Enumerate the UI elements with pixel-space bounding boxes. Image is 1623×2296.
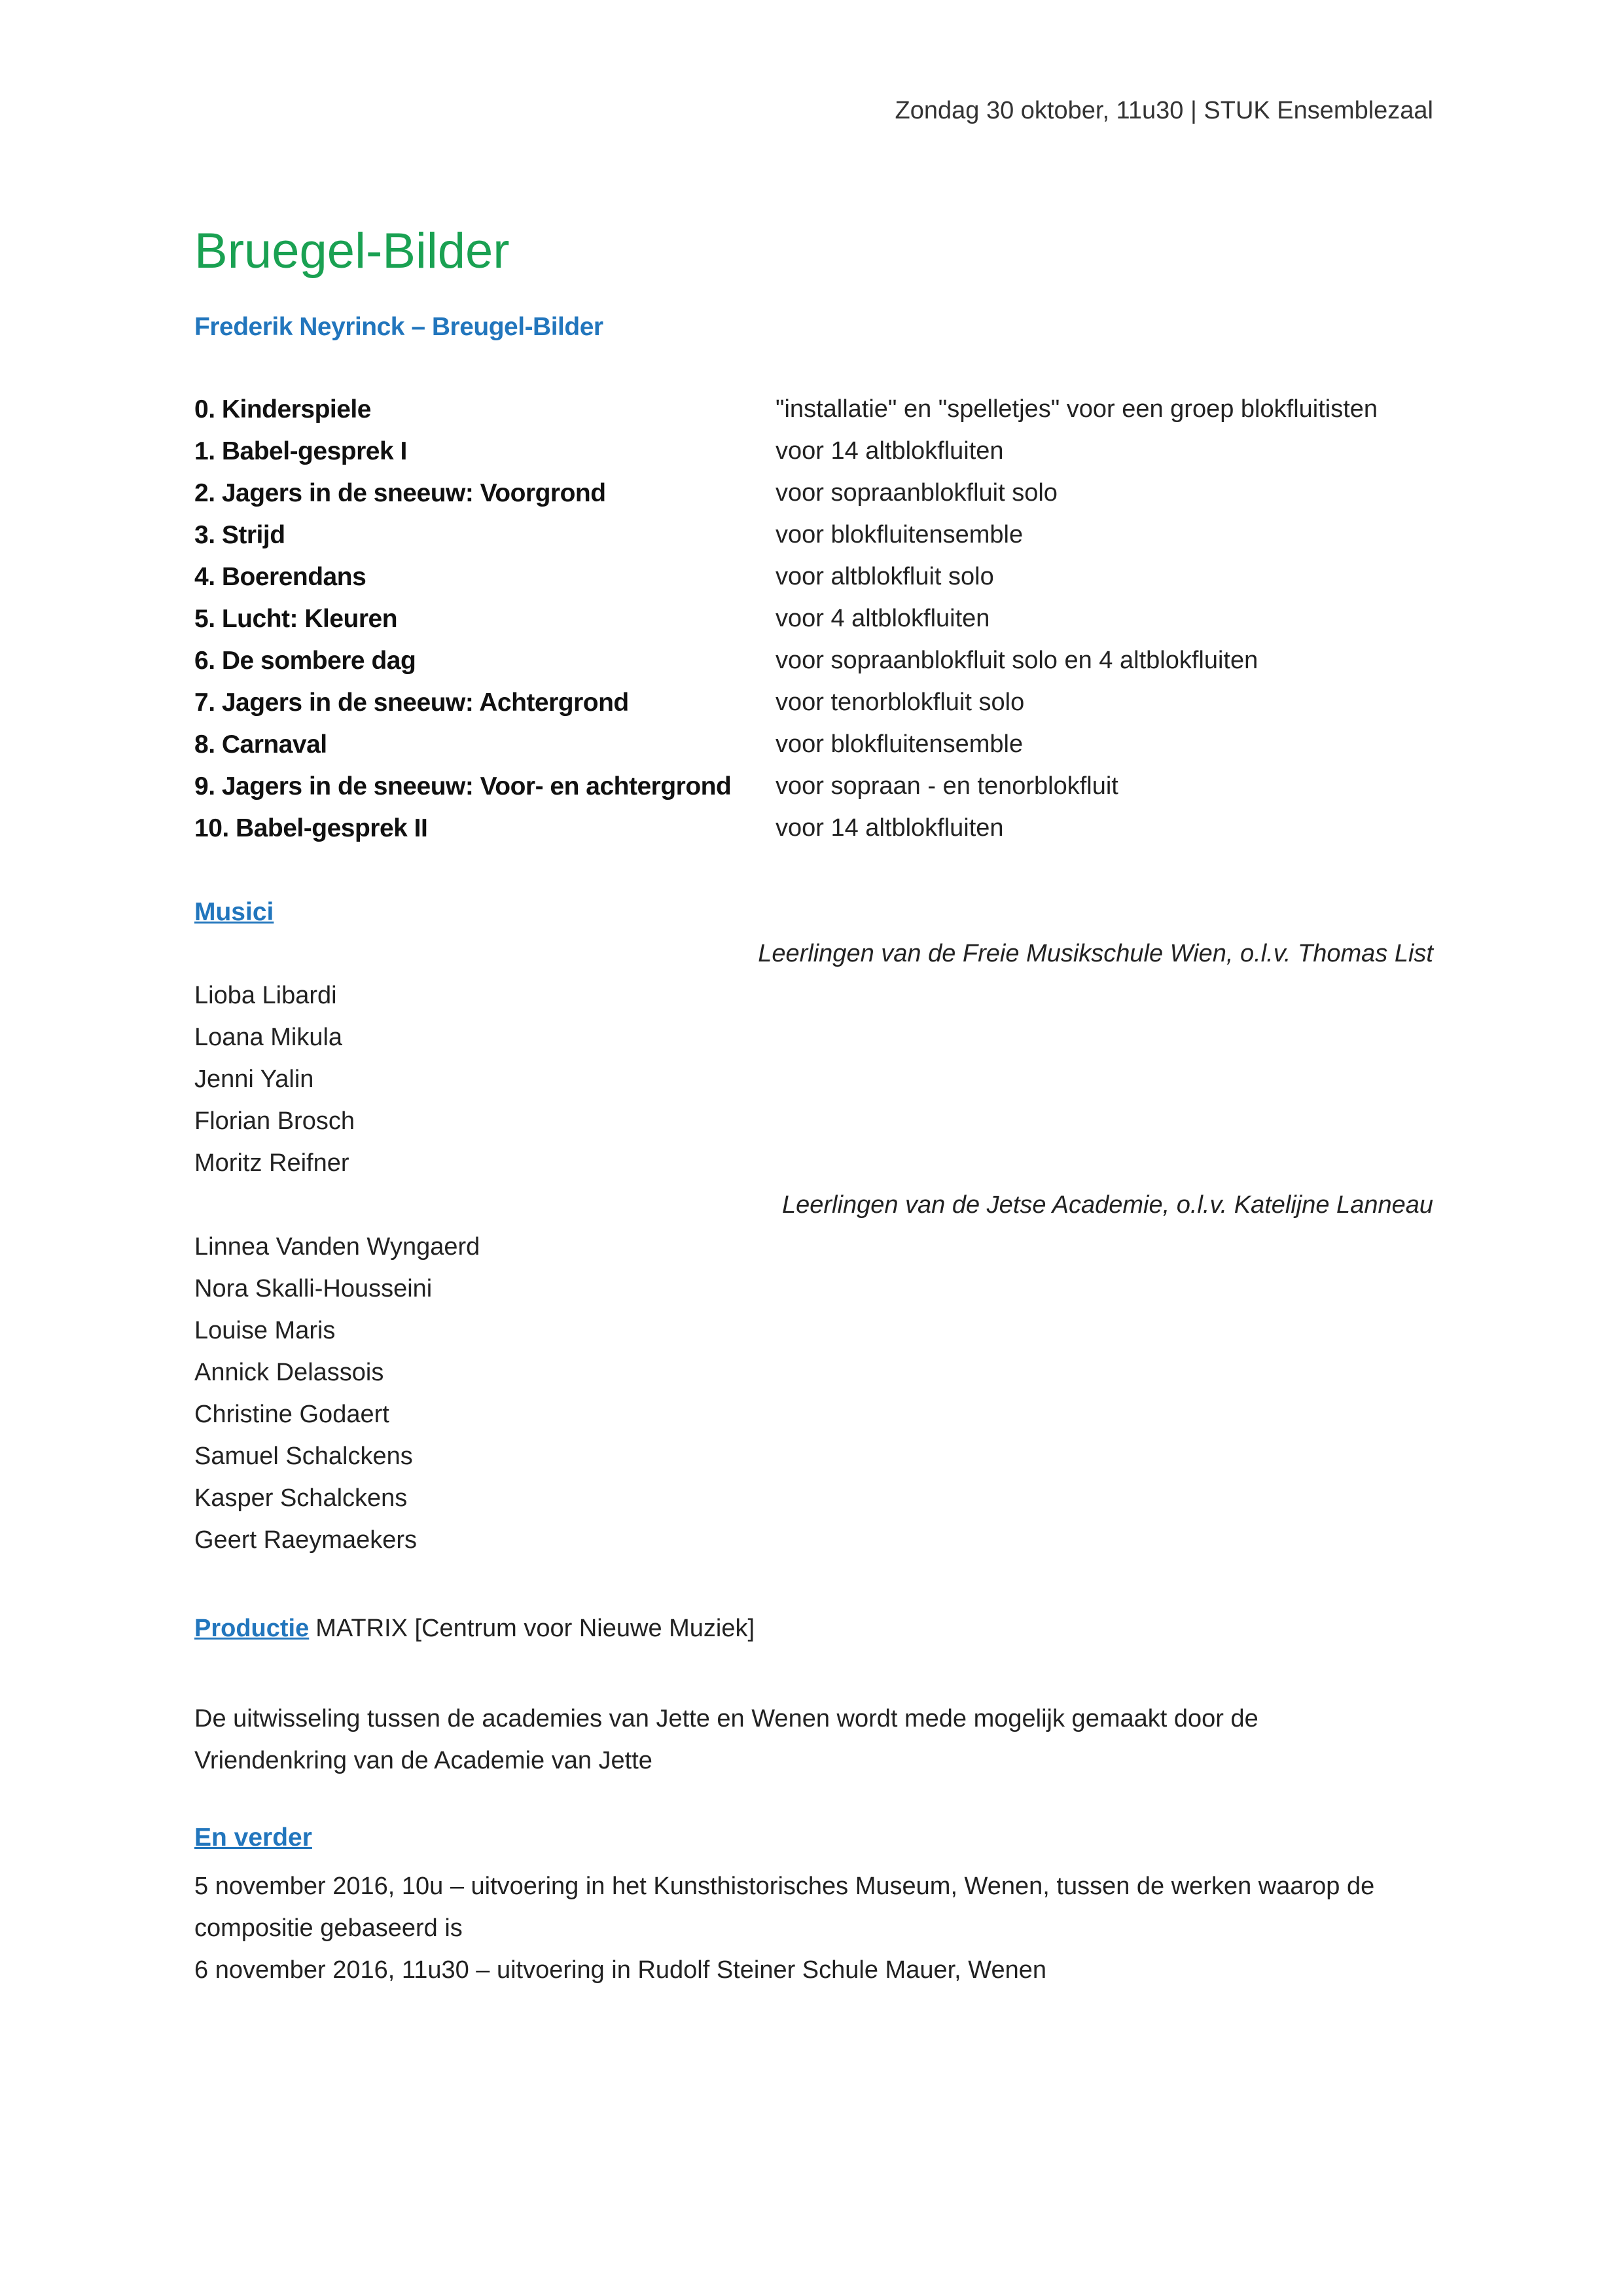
composer-subtitle: Frederik Neyrinck – Breugel-Bilder: [194, 313, 603, 341]
name-list-wien: [194, 982, 355, 1191]
production-value: MATRIX [Centrum voor Nieuwe Muziek]: [315, 1615, 755, 1642]
musician-name: Kasper Schalckens: [194, 1484, 408, 1512]
musician-name: Geert Raeymaekers: [194, 1526, 418, 1554]
work-instrumentation: voor sopraanblokfluit solo en 4 altblokfluiten: [776, 647, 1258, 674]
work-instrumentation: voor blokfluitensemble: [776, 730, 1024, 758]
musician-name: Loana Mikula: [194, 1024, 343, 1051]
musician-name: Lioba Libardi: [194, 982, 337, 1009]
work-row: [194, 605, 1438, 647]
musician-name: Linnea Vanden Wyngaerd: [194, 1233, 480, 1261]
group-caption-wien: Leerlingen van de Freie Musikschule Wien, o.l.v. Thomas List: [758, 940, 1433, 967]
work-title: 0. Kinderspiele: [194, 395, 371, 423]
work-instrumentation: voor tenorblokfluit solo: [776, 689, 1025, 716]
work-title: 5. Lucht: Kleuren: [194, 605, 398, 633]
exchange-note: [194, 1698, 1438, 1782]
works-list: [194, 395, 1438, 856]
further-performances: [194, 1865, 1438, 1991]
work-title: 10. Babel-gesprek II: [194, 814, 428, 842]
production-line: [194, 1615, 755, 1643]
musician-name: Moritz Reifner: [194, 1149, 349, 1177]
work-row: [194, 395, 1438, 437]
exchange-note-line: Vriendenkring van de Academie van Jette: [194, 1747, 652, 1774]
production-label: Productie: [194, 1615, 310, 1642]
musician-name: Samuel Schalckens: [194, 1443, 413, 1470]
work-row: [194, 479, 1438, 521]
performance-line: compositie gebaseerd is: [194, 1914, 463, 1942]
work-title: 7. Jagers in de sneeuw: Achtergrond: [194, 689, 629, 717]
work-instrumentation: voor 14 altblokfluiten: [776, 437, 1004, 465]
work-title: 6. De sombere dag: [194, 647, 416, 675]
page-title: Bruegel-Bilder: [194, 223, 510, 279]
musician-name: Jenni Yalin: [194, 1066, 314, 1093]
musician-name: Annick Delassois: [194, 1359, 384, 1386]
work-instrumentation: voor sopraan - en tenorblokfluit: [776, 772, 1118, 800]
work-row: [194, 563, 1438, 605]
musician-name: Nora Skalli-Housseini: [194, 1275, 433, 1302]
work-title: 9. Jagers in de sneeuw: Voor- en achtergrond: [194, 772, 732, 800]
performance-line: 5 november 2016, 10u – uitvoering in het Kunsthistorisches Museum, Wenen, tussen de werken waarop de: [194, 1873, 1375, 1900]
name-list-jette: [194, 1233, 480, 1568]
work-title: 1. Babel-gesprek I: [194, 437, 407, 465]
work-row: [194, 772, 1438, 814]
event-header: Zondag 30 oktober, 11u30 | STUK Ensemblezaal: [895, 97, 1433, 124]
work-title: 8. Carnaval: [194, 730, 327, 759]
work-instrumentation: voor altblokfluit solo: [776, 563, 994, 590]
musician-name: Florian Brosch: [194, 1107, 355, 1135]
work-row: [194, 814, 1438, 856]
work-row: [194, 521, 1438, 563]
work-title: 4. Boerendans: [194, 563, 366, 591]
group-caption-jette: Leerlingen van de Jetse Academie, o.l.v. Katelijne Lanneau: [782, 1191, 1433, 1219]
work-instrumentation: voor blokfluitensemble: [776, 521, 1024, 548]
work-title: 3. Strijd: [194, 521, 285, 549]
work-instrumentation: voor sopraanblokfluit solo: [776, 479, 1058, 507]
musician-name: Christine Godaert: [194, 1401, 389, 1428]
work-row: [194, 689, 1438, 730]
work-row: [194, 647, 1438, 689]
work-instrumentation: voor 14 altblokfluiten: [776, 814, 1004, 842]
work-title: 2. Jagers in de sneeuw: Voorgrond: [194, 479, 606, 507]
performance-line: 6 november 2016, 11u30 – uitvoering in Rudolf Steiner Schule Mauer, Wenen: [194, 1956, 1046, 1984]
exchange-note-line: De uitwisseling tussen de academies van Jette en Wenen wordt mede mogelijk gemaakt door de: [194, 1705, 1258, 1732]
musici-heading: Musici: [194, 898, 274, 926]
work-instrumentation: voor 4 altblokfluiten: [776, 605, 990, 632]
work-instrumentation: "installatie" en "spelletjes" voor een groep blokfluitisten: [776, 395, 1378, 423]
musician-name: Louise Maris: [194, 1317, 336, 1344]
work-row: [194, 730, 1438, 772]
further-heading: En verder: [194, 1823, 312, 1852]
work-row: [194, 437, 1438, 479]
